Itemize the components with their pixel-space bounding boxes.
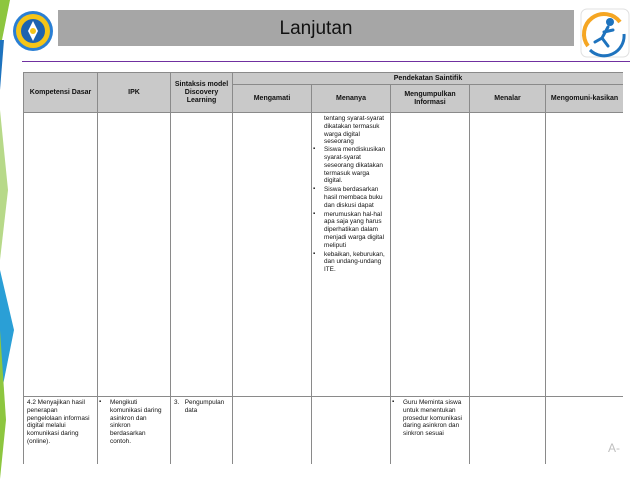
mengumpulkan-item: ▪ Guru Meminta siswa untuk menentukan prosedur komunikasi daring asinkron dan sinkron sesuai (391, 399, 466, 438)
slide-title: Lanjutan (279, 18, 353, 39)
cell-ipk (98, 113, 171, 397)
header-sintaksis: Sintaksis model Discovery Learning (171, 73, 233, 113)
sintaksis-number: 3. (174, 399, 180, 406)
cell-mengumpulkan (391, 397, 470, 465)
table-row (24, 397, 624, 465)
cell-sintaksis (171, 397, 233, 465)
header-ipk: IPK (98, 73, 171, 113)
cell-mengamati (233, 397, 312, 465)
header-mengamati: Mengamati (233, 85, 312, 113)
cell-mengomunikasikan (546, 113, 624, 397)
cell-ipk (98, 397, 171, 465)
page-number: A- (608, 441, 620, 455)
cell-kompetensi (24, 397, 98, 465)
header-menalar: Menalar (470, 85, 546, 113)
title-divider (22, 61, 630, 62)
cell-mengamati (233, 113, 312, 397)
kemendikbud-logo (11, 9, 55, 53)
cell-mengumpulkan (391, 113, 470, 397)
header-kompetensi-dasar: Kompetensi Dasar (24, 73, 98, 113)
program-logo (580, 8, 630, 58)
header-pendekatan-saintifik: Pendekatan Saintifik (233, 73, 624, 85)
sintaksis-text: Pengumpulan data (184, 399, 225, 414)
cell-menalar (470, 113, 546, 397)
cell-sintaksis (171, 113, 233, 397)
header-menanya: Menanya (312, 85, 391, 113)
lesson-plan-table (23, 72, 623, 464)
cell-kompetensi (24, 113, 98, 397)
kompetensi-text: 4.2 Menyajikan hasil penerapan pengelolaan informasi digital melalui komunikasi daring (online). (27, 399, 90, 445)
table-row (24, 113, 624, 397)
cell-menanya (312, 113, 391, 397)
title-bar (58, 10, 574, 46)
ipk-item: ▪ Mengikuti komunikasi daring asinkron dan sinkron berdasarkan contoh. (98, 399, 167, 446)
cell-menanya (312, 397, 391, 465)
menanya-item: ▪ Siswa berdasarkan hasil membaca buku dan diskusi dapat (312, 186, 387, 209)
header-mengumpulkan: Mengumpulkan Informasi (391, 85, 470, 113)
menanya-lead-text: tentang syarat-syarat dikatakan termasuk warga digital seseorang (324, 115, 385, 146)
menanya-item: ▪ Siswa mendiskusikan syarat-syarat seseorang dikatakan termasuk warga digital. (312, 146, 387, 185)
menanya-item: ▪ merumuskan hal-hal apa saja yang harus diperhatikan dalam menjadi warga digital meliputi (312, 211, 387, 250)
cell-menalar (470, 397, 546, 465)
menanya-item: ▪ kebaikan, keburukan, dan undang-undang ITE. (312, 251, 387, 274)
left-decoration (0, 0, 20, 479)
header-mengomunikasikan: Mengomuni-kasikan (546, 85, 624, 113)
